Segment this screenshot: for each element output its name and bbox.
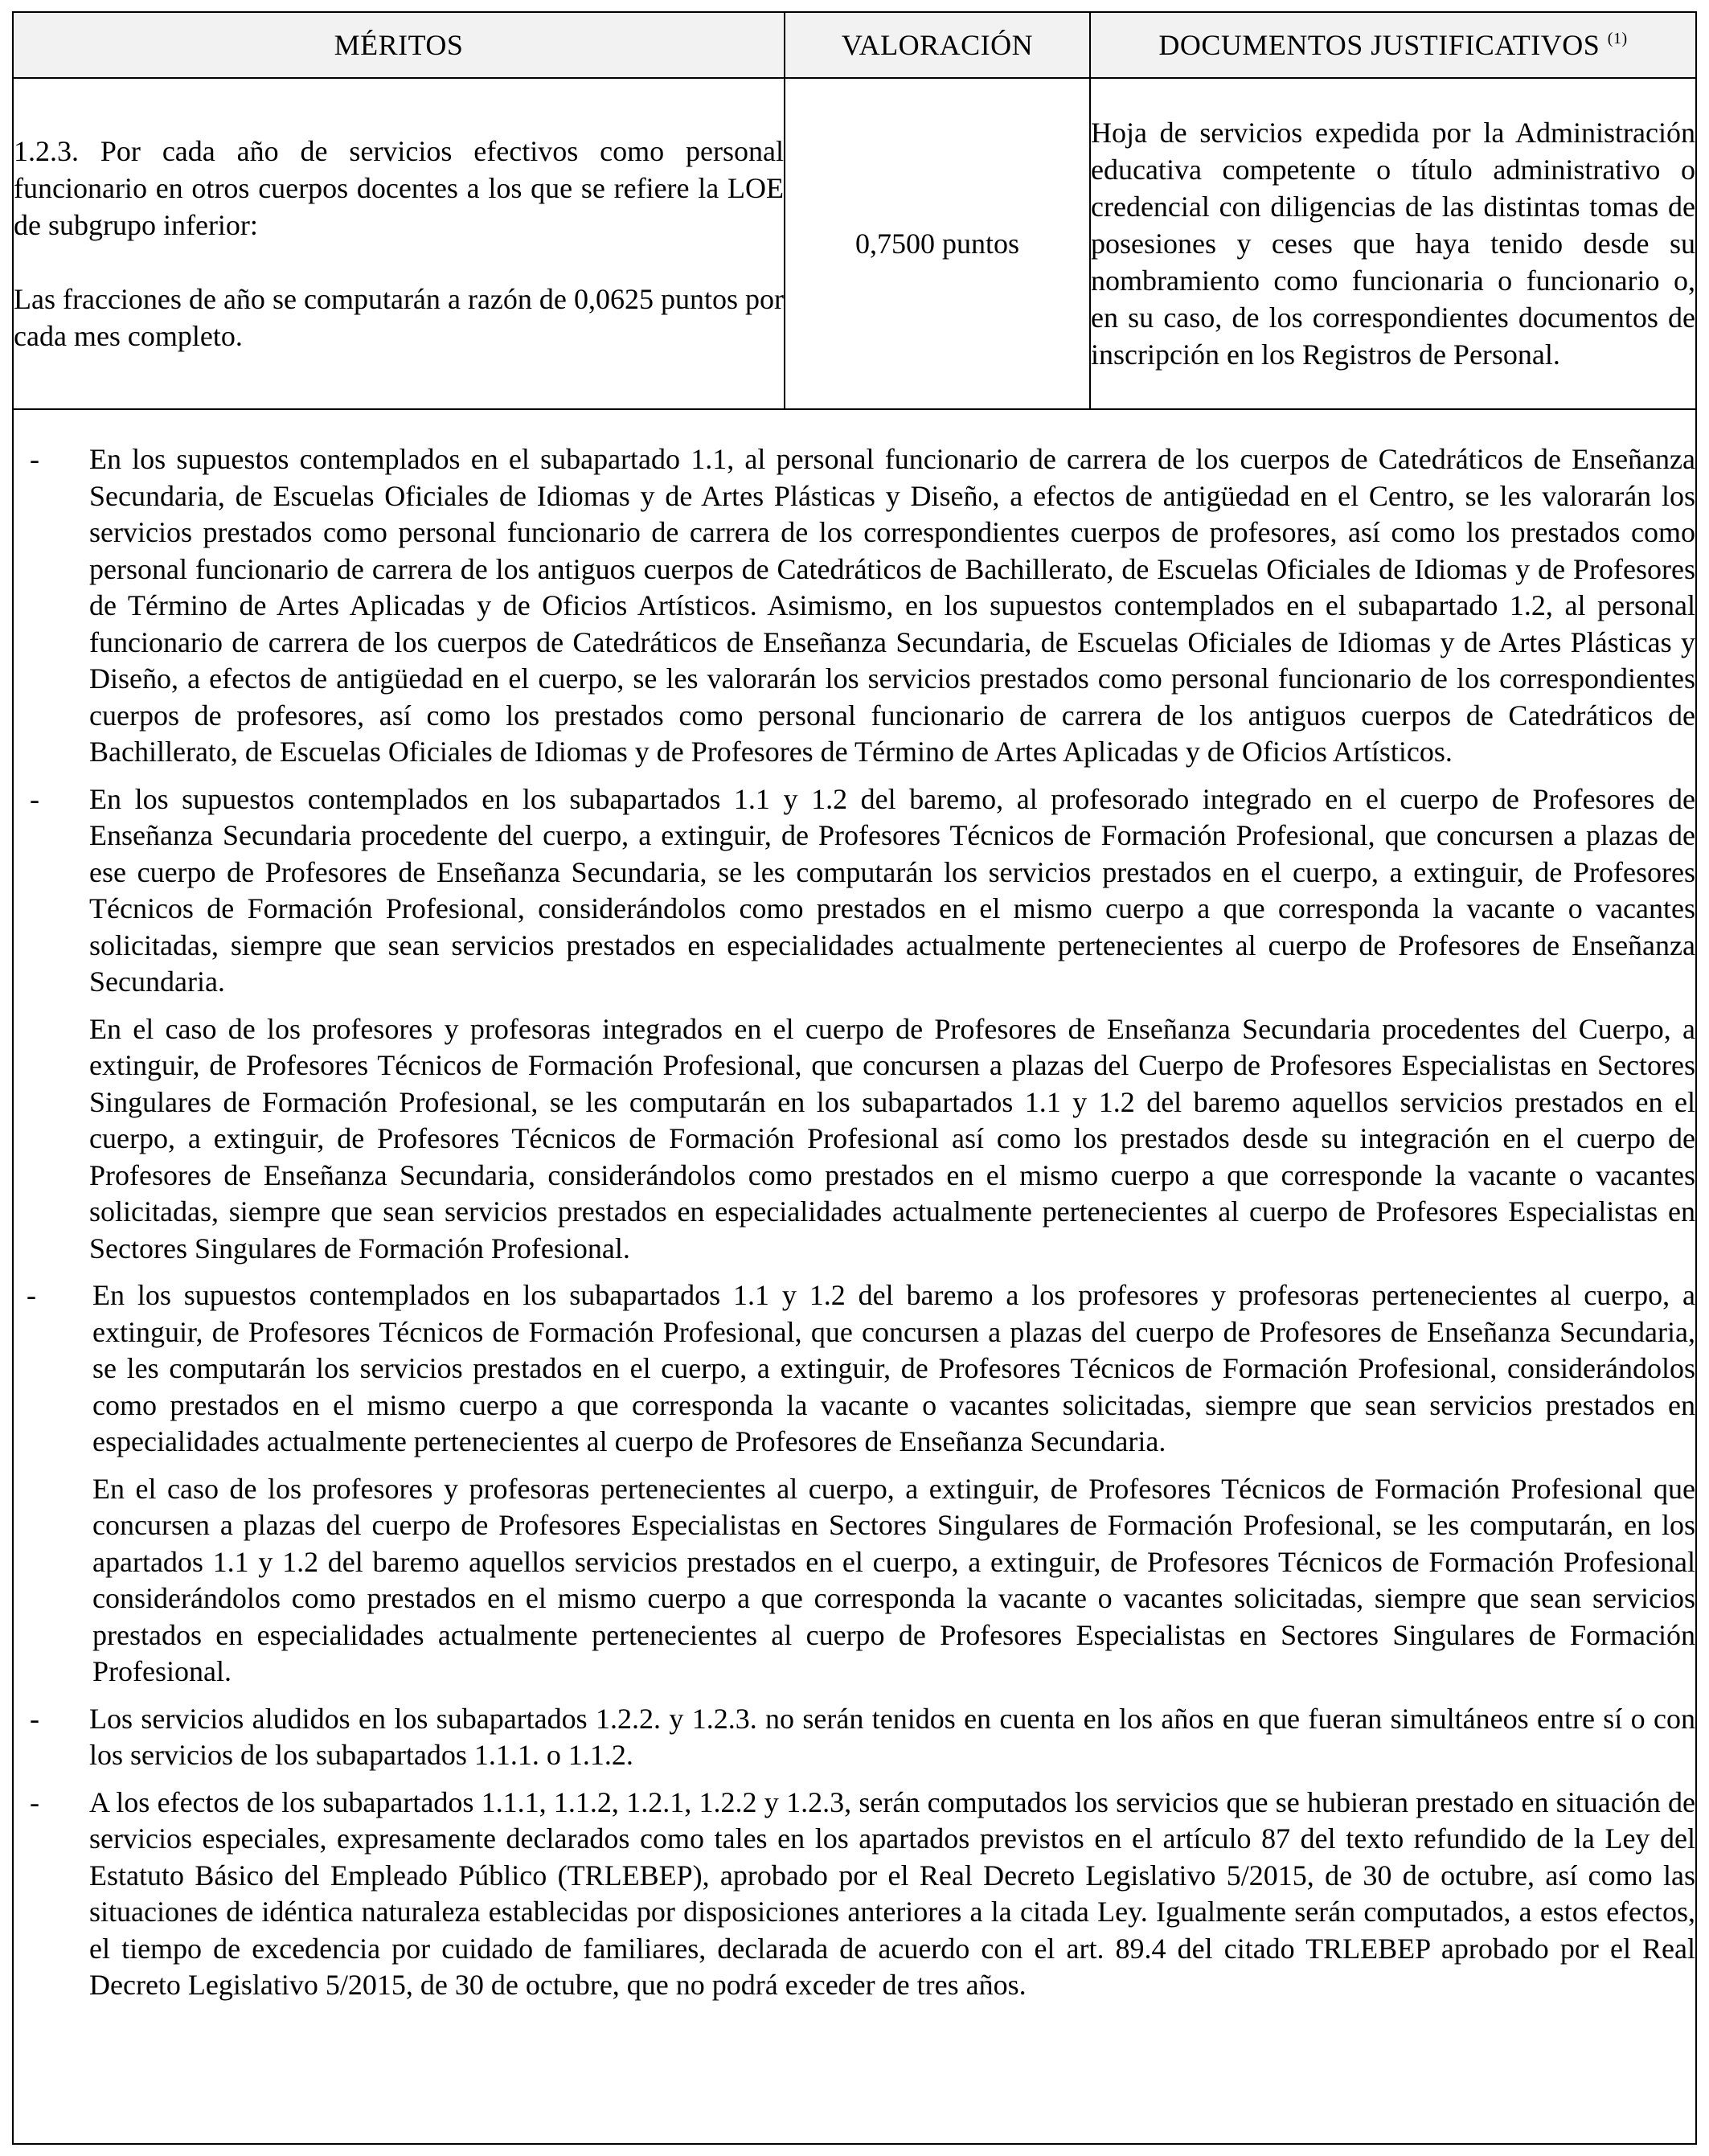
header-valuation: VALORACIÓN: [785, 13, 1090, 78]
documents-cell: [1090, 78, 1695, 409]
merit-cell: [14, 78, 785, 409]
note-paragraph: En los supuestos contemplados en los subapartados 1.1 y 1.2 del baremo a los profesores y profesoras pertenecientes al cuerpo, a extinguir, de Profesores Técnicos de Formación Profesional, que concursen a plazas del cuerpo de Profesores de Enseñanza Secundaria, se les computarán los servicios prestados en el cuerpo, a extinguir, de Profesores Técnicos de Formación Profesional, considerándolos como prestados en el mismo cuerpo a que corresponda la vacante o vacantes solicitadas, siempre que sean servicios prestados en especialidades actualmente pertenecientes al cuerpo de Profesores de Enseñanza Secundaria.: [92, 1279, 1695, 1457]
note-paragraph: En el caso de los profesores y profesoras pertenecientes al cuerpo, a extinguir, de Profesores Técnicos de Formación Profesional que concursen a plazas del cuerpo de Profesores Especialistas en Sectores Singulares de Formación Profesional, se les computarán, en los apartados 1.1 y 1.2 del baremo aquellos servicios prestados en el cuerpo, a extinguir, de Profesores Técnicos de Formación Profesional considerándolos como prestados en el mismo cuerpo a que corresponda la vacante o vacantes solicitadas, siempre que sean servicios prestados en especialidades actualmente pertenecientes al cuerpo de Profesores Especialistas en Sectores Singulares de Formación Profesional.: [92, 1472, 1695, 1687]
merit-text: 1.2.3. Por cada año de servicios efectivos como personal funcionario en otros cuerpos docentes a los que se refiere la LOE de subgrupo inferior:: [14, 135, 784, 241]
merits-table: [14, 13, 1695, 410]
note-item: [30, 441, 1695, 771]
score-value: 0,7500 puntos: [854, 227, 1019, 260]
note-paragraph: En los supuestos contemplados en los subapartados 1.1 y 1.2 del baremo, al profesorado integrado en el cuerpo de Profesores de Enseñanza Secundaria procedente del cuerpo, a extinguir, de Profesores Técnicos de Formación Profesional, que concursen a plazas de ese cuerpo de Profesores de Enseñanza Secundaria, se les computarán los servicios prestados en el cuerpo, a extinguir, de Profesores Técnicos de Formación Profesional, considerándolos como prestados en el mismo cuerpo a que corresponda la vacante o vacantes solicitadas, siempre que sean servicios prestados en especialidades actualmente pertenecientes al cuerpo de Profesores de Enseñanza Secundaria.: [89, 782, 1695, 998]
list-dash: -: [30, 1785, 39, 1818]
list-dash: -: [27, 1279, 36, 1311]
list-dash: -: [30, 1702, 39, 1735]
list-dash: -: [30, 782, 39, 815]
table-header-row: [14, 13, 1695, 78]
note-paragraph: Los servicios aludidos en los subapartados 1.2.2. y 1.2.3. no serán tenidos en cuenta en los años en que fueran simultáneos entre sí o con los servicios de los subapartados 1.1.1. o 1.1.2.: [89, 1702, 1695, 1771]
note-paragraph: A los efectos de los subapartados 1.1.1, 1.1.2, 1.2.1, 1.2.2 y 1.2.3, serán computados los servicios que se hubieran prestado en situación de servicios especiales, expresamente declarados como tales en los apartados previstos en el artículo 87 del texto refundido de la Ley del Estatuto Básico del Empleado Público (TRLEBEP), aprobado por el Real Decreto Legislativo 5/2015, de 30 de octubre, así como las situaciones de idéntica naturaleza establecidas por disposiciones anteriores a la citada Ley. Igualmente serán computados, a estos efectos, el tiempo de excedencia por cuidado de familiares, declarada de acuerdo con el art. 89.4 del citado TRLEBEP aprobado por el Real Decreto Legislativo 5/2015, de 30 de octubre, que no podrá exceder de tres años.: [89, 1785, 1695, 2001]
notes-section: [27, 441, 1695, 2015]
header-merits: MÉRITOS: [14, 13, 785, 78]
document-frame: [12, 11, 1697, 2145]
note-item: [27, 1277, 1695, 1691]
note-item: [30, 781, 1695, 1268]
table-row: [14, 78, 1695, 409]
list-dash: -: [30, 443, 39, 475]
note-item: [30, 1701, 1695, 1774]
note-item: [30, 1785, 1695, 2004]
score-cell: [785, 78, 1090, 409]
header-documents: DOCUMENTOS JUSTIFICATIVOS $^{(1)}$: [1090, 13, 1695, 78]
documents-text: Hoja de servicios expedida por la Administración educativa competente o título administrativo o credencial con diligencias de las distintas tomas de posesiones y ceses que haya tenido desde su nombramiento como funcionaria o funcionario o, en su caso, de los correspondientes documentos de inscripción en los Registros de Personal.: [1091, 117, 1695, 371]
note-paragraph: En el caso de los profesores y profesoras integrados en el cuerpo de Profesores de Enseñanza Secundaria procedentes del Cuerpo, a extinguir, de Profesores Técnicos de Formación Profesional, que concursen a plazas del Cuerpo de Profesores Especialistas en Sectores Singulares de Formación Profesional, se les computarán en los subapartados 1.1 y 1.2 del baremo aquellos servicios prestados en el cuerpo, a extinguir, de Profesores Técnicos de Formación Profesional así como los prestados desde su integración en el cuerpo de Profesores de Enseñanza Secundaria, considerándolos como prestados en el mismo cuerpo a que corresponde la vacante o vacantes solicitadas, siempre que sean servicios prestados en especialidades actualmente pertenecientes al cuerpo de Profesores Especialistas en Sectores Singulares de Formación Profesional.: [89, 1012, 1695, 1264]
merit-note: Las fracciones de año se computarán a razón de 0,0625 puntos por cada mes completo.: [14, 283, 784, 352]
note-paragraph: En los supuestos contemplados en el subapartado 1.1, al personal funcionario de carrera de los cuerpos de Catedráticos de Enseñanza Secundaria, de Escuelas Oficiales de Idiomas y de Artes Plásticas y Diseño, a efectos de antigüedad en el Centro, se les valorarán los servicios prestados como personal funcionario de carrera de los correspondientes cuerpos de profesores, así como los prestados como personal funcionario de carrera de los antiguos cuerpos de Catedráticos de Bachillerato, de Escuelas Oficiales de Idiomas y de Profesores de Término de Artes Aplicadas y de Oficios Artísticos. Asimismo, en los supuestos contemplados en el subapartado 1.2, al personal funcionario de carrera de los cuerpos de Catedráticos de Enseñanza Secundaria, de Escuelas Oficiales de Idiomas y de Artes Plásticas y Diseño, a efectos de antigüedad en el cuerpo, se les valorarán los servicios prestados como personal funcionario de los correspondientes cuerpos de profesores, así como los prestados como personal funcionario de carrera de los antiguos cuerpos de Catedráticos de Bachillerato, de Escuelas Oficiales de Idiomas y de Profesores de Término de Artes Aplicadas y de Oficios Artísticos.: [89, 443, 1695, 768]
footnote-marker: (1): [1607, 30, 1628, 47]
